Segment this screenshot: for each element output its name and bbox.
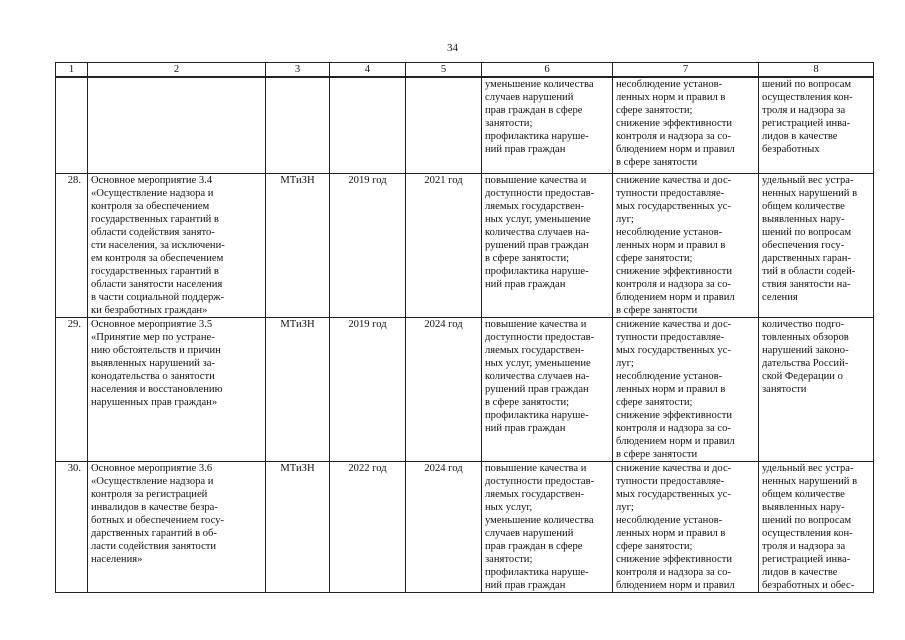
indicator-cell: шений по вопросам осуществления кон- троля и надзора за регистрацией инва- лидов в качестве безработных xyxy=(759,77,874,174)
column-number: 8 xyxy=(759,63,874,78)
row-number-cell: 29. xyxy=(56,318,88,462)
table-row xyxy=(56,174,874,318)
column-number: 2 xyxy=(88,63,266,78)
indicator-cell: количество подго- товленных обзоров нарушений законо- дательства Россий- ской Федерации о занятости xyxy=(759,318,874,462)
row-number-cell: 28. xyxy=(56,174,88,318)
page-number: 34 xyxy=(447,42,458,54)
measures-table xyxy=(55,62,874,593)
executor-cell: МТиЗН xyxy=(266,174,330,318)
column-number-row xyxy=(56,63,874,78)
executor-cell: МТиЗН xyxy=(266,318,330,462)
start-year-cell xyxy=(330,77,406,174)
column-number: 1 xyxy=(56,63,88,78)
start-year-cell: 2019 год xyxy=(330,174,406,318)
measure-name-cell: Основное мероприятие 3.4 «Осуществление надзора и контроля за обеспечением государственных гарантий в области содействия занято- сти населения, за исключени- ем контроля за обеспечением государственных гарантий в области занятости населения в части социальной поддерж- ки безработных граждан» xyxy=(88,174,266,318)
measure-name-cell: Основное мероприятие 3.5 «Принятие мер по устране- нию обстоятельств и причин выявленных нарушений за- конодательства о занятости населения и восстановлению нарушенных прав граждан» xyxy=(88,318,266,462)
expected-result-cell: уменьшение количества случаев нарушений прав граждан в сфере занятости; профилактика наруше- ний прав граждан xyxy=(482,77,613,174)
table-row xyxy=(56,462,874,593)
end-year-cell: 2024 год xyxy=(406,318,482,462)
column-number: 7 xyxy=(613,63,759,78)
row-number-cell xyxy=(56,77,88,174)
indicator-cell: удельный вес устра- ненных нарушений в общем количестве выявленных нару- шений по вопросам обеспечения госу- дарственных гаран- тий в области содей- ствия занятости на- селения xyxy=(759,174,874,318)
column-number: 4 xyxy=(330,63,406,78)
consequences-cell: снижение качества и дос- тупности предоставляе- мых государственных ус- луг; несоблюдение установ- ленных норм и правил в сфере занятости; снижение эффективности контроля и надзора за со- блюдением норм и правил xyxy=(613,462,759,593)
column-number: 3 xyxy=(266,63,330,78)
column-number: 6 xyxy=(482,63,613,78)
indicator-cell: удельный вес устра- ненных нарушений в общем количестве выявленных нару- шений по вопросам осуществления кон- троля и надзора за регистрацией инва- лидов в качестве безработных и обес- xyxy=(759,462,874,593)
row-number-cell: 30. xyxy=(56,462,88,593)
measure-name-cell: Основное мероприятие 3.6 «Осуществление надзора и контроля за регистрацией инвалидов в качестве безра- ботных и обеспечением госу- дарственных гарантий в об- ласти содействия занятости населения» xyxy=(88,462,266,593)
table-row xyxy=(56,77,874,174)
column-number: 5 xyxy=(406,63,482,78)
measure-name-cell xyxy=(88,77,266,174)
table-row xyxy=(56,318,874,462)
expected-result-cell: повышение качества и доступности предостав- ляемых государствен- ных услуг, уменьшение количества случаев на- рушений прав граждан в сфере занятости; профилактика наруше- ний прав граждан xyxy=(482,318,613,462)
end-year-cell: 2021 год xyxy=(406,174,482,318)
expected-result-cell: повышение качества и доступности предостав- ляемых государствен- ных услуг, уменьшение количества случаев нарушений прав граждан в сфере занятости; профилактика наруше- ний прав граждан xyxy=(482,462,613,593)
consequences-cell: снижение качества и дос- тупности предоставляе- мых государственных ус- луг; несоблюдение установ- ленных норм и правил в сфере занятости; снижение эффективности контроля и надзора за со- блюдением норм и правил в сфере занятости xyxy=(613,318,759,462)
executor-cell xyxy=(266,77,330,174)
start-year-cell: 2019 год xyxy=(330,318,406,462)
end-year-cell: 2024 год xyxy=(406,462,482,593)
consequences-cell: несоблюдение установ- ленных норм и правил в сфере занятости; снижение эффективности контроля и надзора за со- блюдением норм и правил в сфере занятости xyxy=(613,77,759,174)
consequences-cell: снижение качества и дос- тупности предоставляе- мых государственных ус- луг; несоблюдение установ- ленных норм и правил в сфере занятости; снижение эффективности контроля и надзора за со- блюдением норм и правил в сфере занятости xyxy=(613,174,759,318)
executor-cell: МТиЗН xyxy=(266,462,330,593)
end-year-cell xyxy=(406,77,482,174)
expected-result-cell: повышение качества и доступности предостав- ляемых государствен- ных услуг, уменьшение количества случаев на- рушений прав граждан в сфере занятости; профилактика наруше- ний прав граждан xyxy=(482,174,613,318)
start-year-cell: 2022 год xyxy=(330,462,406,593)
